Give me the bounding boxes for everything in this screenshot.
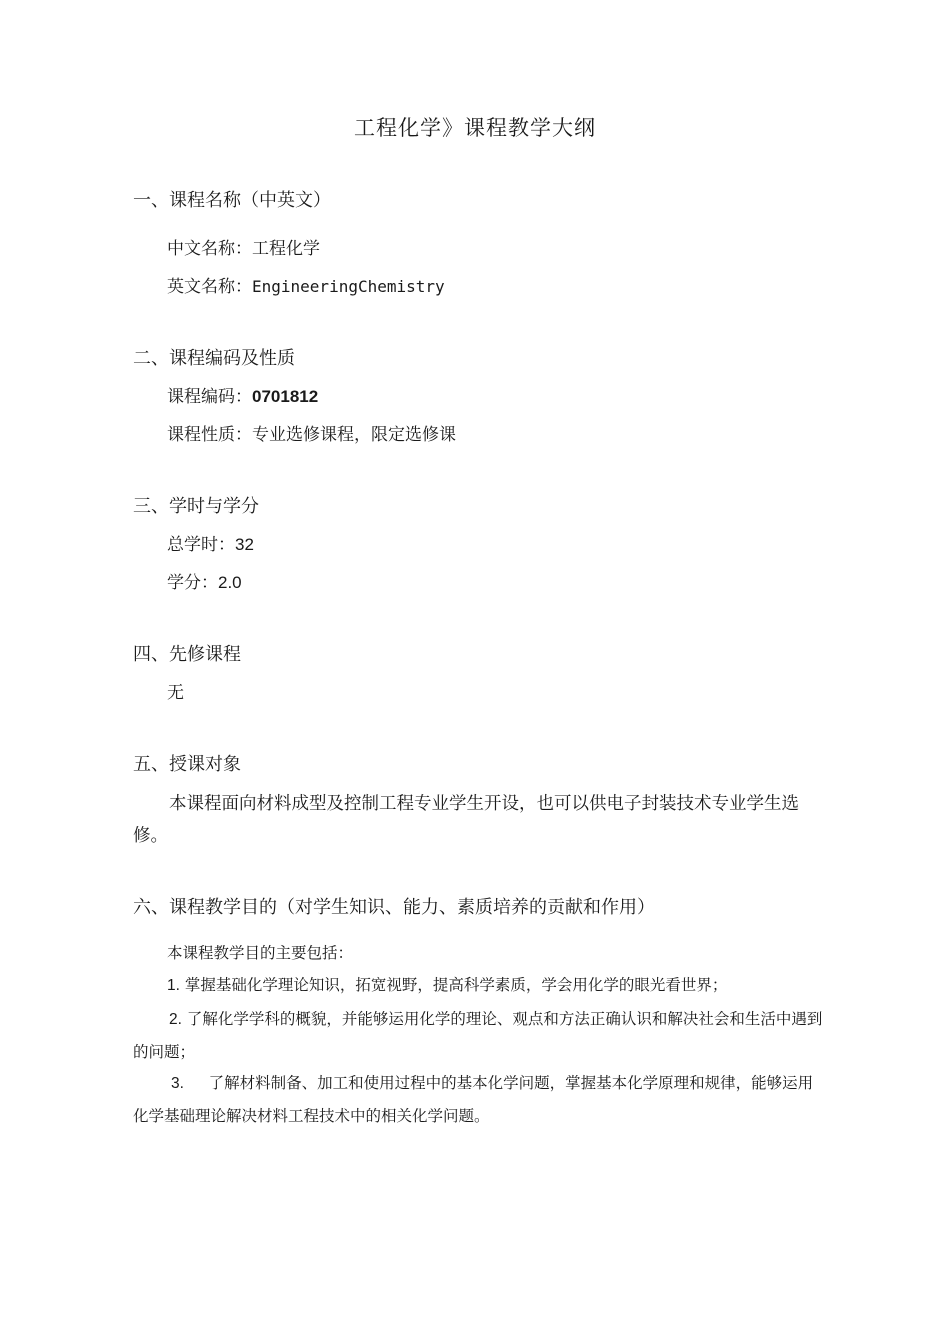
course-code-row [167,382,318,407]
objective-item-1-number: 1. [167,977,180,994]
section-2-heading: 二、课程编码及性质 [133,348,295,369]
course-code-value: 0701812 [252,387,319,406]
course-nature-row [167,420,456,445]
objective-item-1-text: 掌握基础化学理论知识，拓宽视野，提高科学素质，学会用化学的眼光看世界； [184,976,728,994]
audience-text: 本课程面向材料成型及控制工程专业学生开设，也可以供电子封装技术专业学生选修。 [133,794,799,846]
total-hours-value: 32 [235,535,254,554]
objective-item-1 [133,969,823,1002]
audience-paragraph [133,788,823,852]
objective-item-3-text: 了解材料制备、加工和使用过程中的基本化学问题，掌握基本化学原理和规律，能够运用化学基础理论解决材料工程技术中的相关化学问题。 [133,1074,814,1125]
objective-item-3 [133,1067,823,1132]
section-1-heading: 一、课程名称（中英文） [133,190,331,211]
chinese-name-value: 工程化学 [252,239,320,259]
objective-item-2-text: 了解化学学科的概貌，并能够运用化学的理论、观点和方法正确认识和解决社会和生活中遇到的问题； [133,1010,823,1061]
total-hours-row [167,530,254,555]
course-nature-label: 课程性质： [167,425,252,445]
credits-row [167,568,242,593]
section-4-heading: 四、先修课程 [133,644,241,665]
credits-value: 2.0 [218,573,242,592]
chinese-name-label: 中文名称： [167,239,252,259]
course-code-label: 课程编码： [167,387,252,407]
english-name-value: EngineeringChemistry [252,277,445,296]
total-hours-label: 总学时： [167,535,235,555]
english-name-row [167,272,445,297]
prerequisites-value: 无 [167,683,184,703]
section-5-heading: 五、授课对象 [133,754,241,775]
credits-label: 学分： [167,573,218,593]
objective-item-3-number: 3. [171,1075,184,1092]
section-3-heading: 三、学时与学分 [133,496,259,517]
chinese-name-row [167,234,320,259]
english-name-label: 英文名称： [167,277,252,297]
objective-item-2 [133,1003,823,1068]
page-title: 工程化学》课程教学大纲 [354,116,596,140]
objective-item-2-number: 2. [169,1011,182,1028]
objectives-intro: 本课程教学目的主要包括： [167,944,354,962]
course-nature-value: 专业选修课程，限定选修课 [252,425,456,445]
section-6-heading: 六、课程教学目的（对学生知识、能力、素质培养的贡献和作用） [133,897,655,918]
